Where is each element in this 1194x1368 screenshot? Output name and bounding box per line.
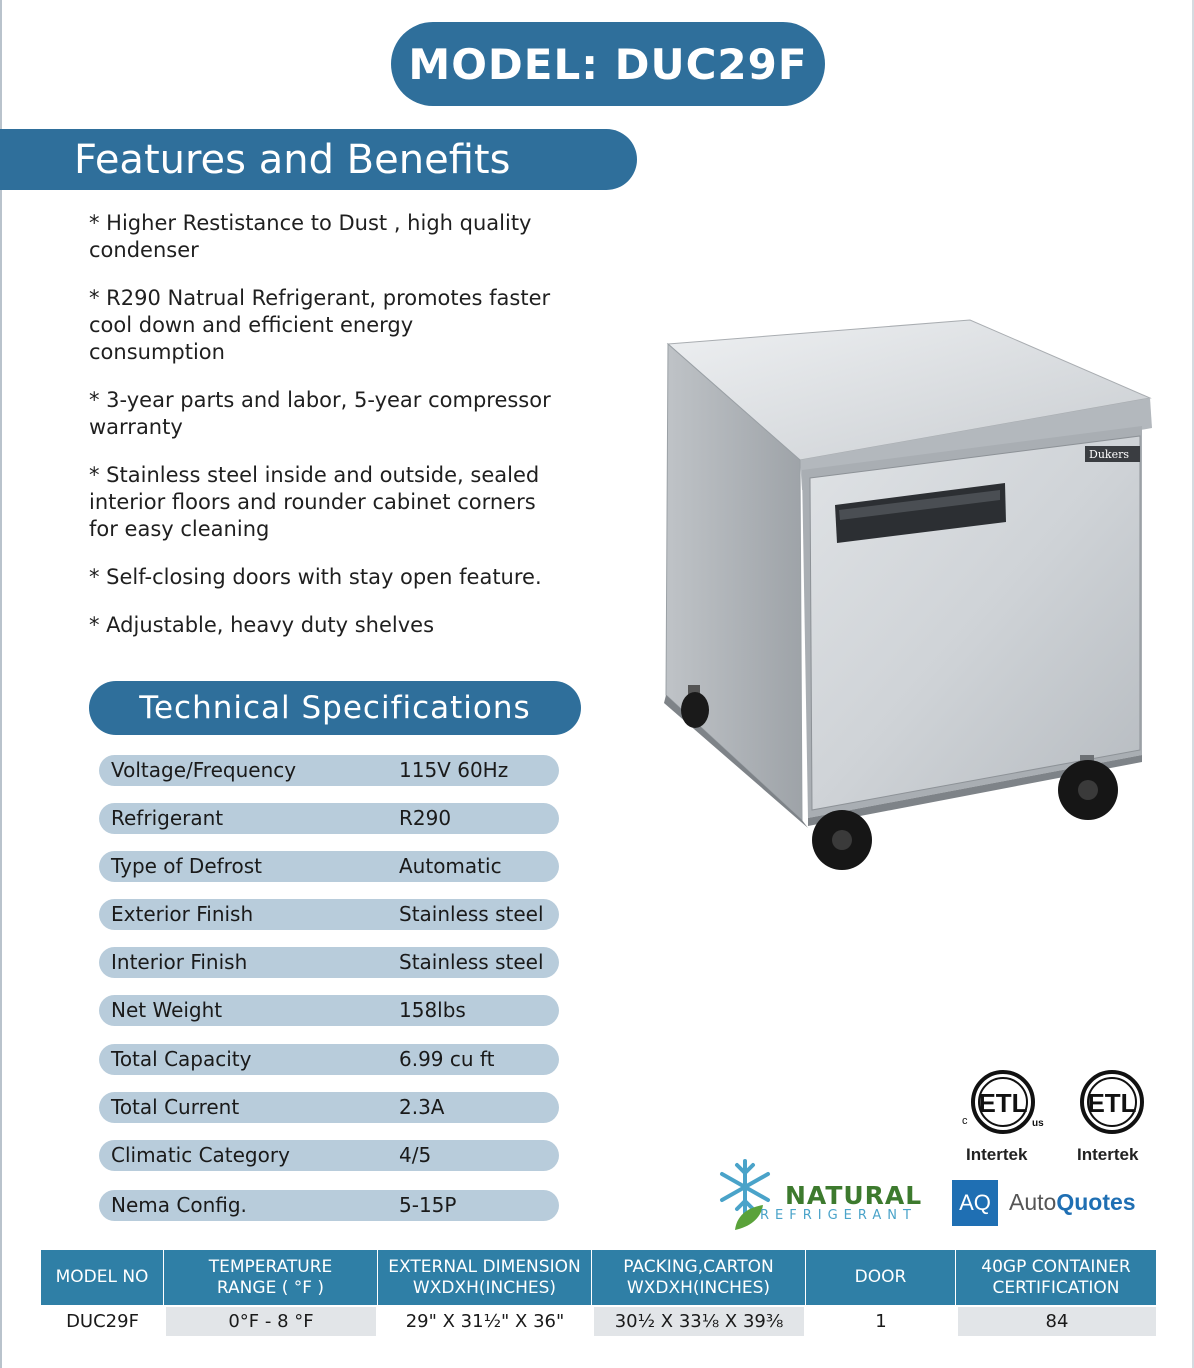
spec-label: Nema Config. (111, 1193, 247, 1217)
spec-value: Stainless steel (399, 902, 544, 926)
table-cell: 84 (958, 1307, 1156, 1336)
spec-row (99, 803, 559, 834)
refrigerant-word: REFRIGERANT (760, 1208, 917, 1223)
etl-sanitation-mark: ETL (1087, 1088, 1137, 1118)
model-summary-table (41, 1250, 1156, 1336)
table-header: MODEL NO (41, 1250, 164, 1305)
autoquotes-auto: Auto (1009, 1189, 1057, 1215)
table-header: EXTERNAL DIMENSION WXDXH(INCHES) (378, 1250, 592, 1305)
spec-value: 4/5 (399, 1143, 432, 1167)
table-header-row (41, 1250, 1156, 1305)
spec-value: R290 (399, 806, 452, 830)
spec-value: 115V 60Hz (399, 758, 509, 782)
table-cell: 1 (875, 1311, 887, 1332)
spec-value: 158lbs (399, 998, 466, 1022)
spec-row (99, 947, 559, 978)
etl-listed-logo (958, 1068, 1048, 1140)
spec-row (99, 851, 559, 882)
feature-item: * Adjustable, heavy duty shelves (89, 613, 435, 637)
spec-row (99, 1190, 559, 1221)
model-title: MODEL: DUC29F (391, 22, 825, 106)
page-border-left (0, 0, 2, 1368)
spec-label: Type of Defrost (111, 854, 262, 878)
intertek-label: Intertek (966, 1145, 1028, 1164)
spec-label: Climatic Category (111, 1143, 290, 1167)
tech-specs-heading: Technical Specifications (89, 681, 581, 735)
spec-row (99, 995, 559, 1026)
freezer-product-image (640, 300, 1170, 890)
feature-item: * Stainless steel inside and outside, sealed interior floors and rounder cabinet corners for easy cleaning (89, 463, 540, 541)
spec-value: 2.3A (399, 1095, 445, 1119)
spec-value: 5-15P (399, 1193, 457, 1217)
spec-label: Total Capacity (111, 1047, 252, 1071)
spec-value: Automatic (399, 854, 502, 878)
spec-label: Refrigerant (111, 806, 224, 830)
table-cell: 0°F - 8 °F (166, 1307, 376, 1336)
spec-row (99, 755, 559, 786)
spec-row (99, 899, 559, 930)
feature-item: * R290 Natrual Refrigerant, promotes faster cool down and efficient energy consumption (89, 286, 551, 364)
spec-row (99, 1044, 559, 1075)
table-cell: DUC29F (66, 1311, 139, 1332)
spec-label: Exterior Finish (111, 902, 254, 926)
table-header: PACKING,CARTON WXDXH(INCHES) (592, 1250, 806, 1305)
feature-item: * Higher Restistance to Dust , high quality condenser (89, 211, 532, 262)
spec-value: 6.99 cu ft (399, 1047, 495, 1071)
table-header: DOOR (806, 1250, 956, 1305)
autoquotes-quotes: Quotes (1056, 1189, 1136, 1215)
table-header: TEMPERATURE RANGE ( °F ) (164, 1250, 378, 1305)
feature-item: * 3-year parts and labor, 5-year compressor warranty (89, 388, 551, 439)
spec-label: Net Weight (111, 998, 223, 1022)
autoquotes-logo: AQ (952, 1180, 998, 1226)
brand-badge-text: Dukers (1089, 448, 1129, 461)
spec-row (99, 1092, 559, 1123)
spec-row (99, 1140, 559, 1171)
features-heading: Features and Benefits (0, 129, 637, 190)
intertek-label: Intertek (1077, 1145, 1139, 1164)
natural-word: NATURAL (785, 1181, 923, 1210)
autoquotes-text (1009, 1189, 1136, 1216)
spec-label: Interior Finish (111, 950, 248, 974)
table-cell: 30½ X 33⅛ X 39⅜ (594, 1307, 804, 1336)
feature-item: * Self-closing doors with stay open feature. (89, 565, 542, 589)
features-list (89, 210, 599, 660)
etl-sanitation-logo (1072, 1068, 1152, 1140)
etl-c-mark: c (962, 1115, 968, 1127)
spec-label: Total Current (111, 1095, 240, 1119)
etl-mark: ETL (978, 1088, 1028, 1118)
table-header: 40GP CONTAINER CERTIFICATION (981, 1256, 1131, 1298)
spec-value: Stainless steel (399, 950, 544, 974)
etl-us-mark: us (1032, 1118, 1044, 1129)
spec-label: Voltage/Frequency (111, 758, 297, 782)
table-cell: 29" X 31½" X 36" (405, 1311, 565, 1332)
